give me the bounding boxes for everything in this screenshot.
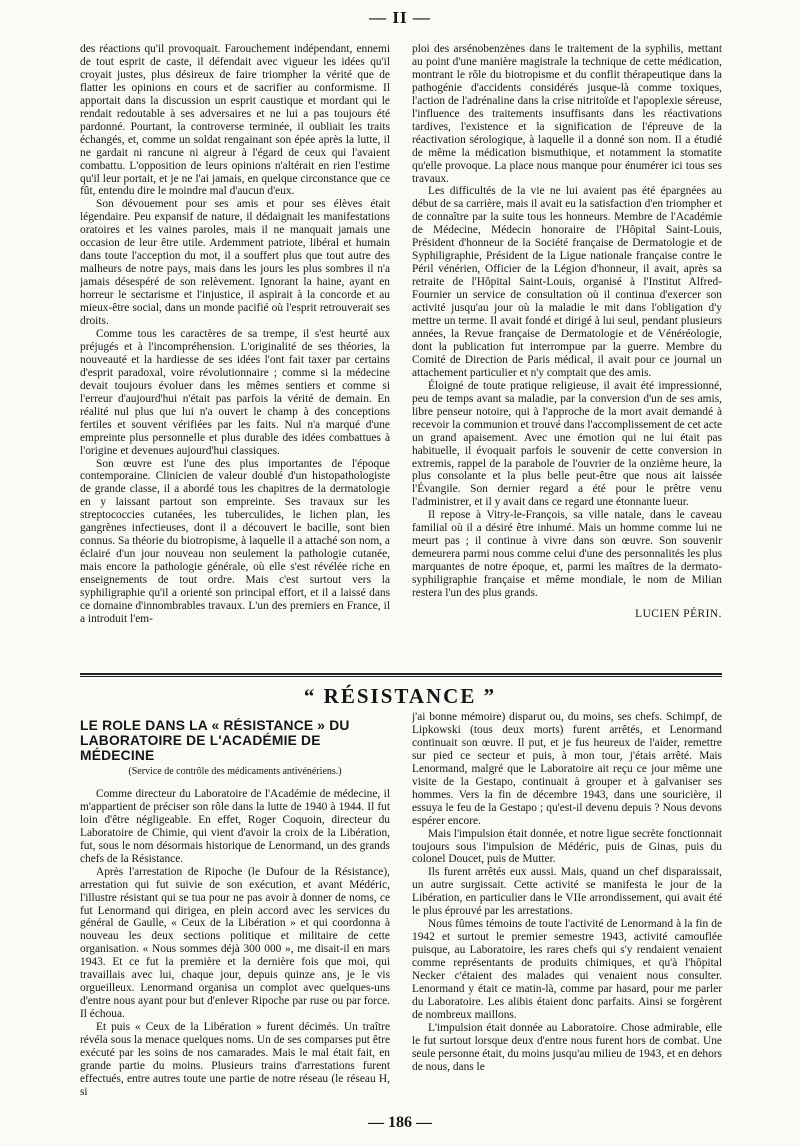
paragraph: Son œuvre est l'une des plus importantes de l'époque contemporaine. Clinicien de valeur doublé d'un histopathologiste de grande classe, il a abordé tous les chapitres de la dermatologie en y laissant partout son empreinte. Ses travaux sur les streptococcies cutanées, les tuberculides, le lichen plan, les gangrènes infectieuses, dont il a découvert le bacille, sont bien connus. Sa théorie du biotropisme, à laquelle il a attaché son nom, a éclairé d'un jour nouveau non seulement la pathologie cutanée, mais encore la pathologie générale, où elle s'est révélée riche en enseignements de tout ordre. Mais c'est surtout vers la syphiligraphie qu'il a orienté son principal effort, et il a laissé dans ce domaine d'innombrables travaux. L'un des premiers en France, il a introduit l'em- (80, 457, 390, 625)
article-subtitle: (Service de contrôle des médicaments antivénériens.) (128, 766, 342, 777)
paragraph: Les difficultés de la vie ne lui avaient pas été épargnées au début de sa carrière, mais il avait eu la satisfaction d'en triompher et de connaître par la suite tous les honneurs. Membre de l'Académie de Médecine, Médecin honoraire de l'Hôpital Saint-Louis, Président d'honneur de la Société française de Dermatologie et de Syphiligraphie, Président de la Ligue nationale française contre le Péril vénérien, Officier de la Légion d'honneur, il avait, après sa retraite de l'Hôpital Saint-Louis, organisé à l'Institut Alfred-Fournier un service de consultation où il continua d'exercer son activité jusqu'au jour où la maladie le mit dans l'obligation d'y mettre un terme. Il avait fondé et dirigé à lui seul, pendant plusieurs années, la Revue française de Dermatologie et de Vénéréologie, dont la publication fut interrompue par la guerre. Membre du Comité de Direction de Paris médical, il avait pour ce journal un attachement particulier et n'y comptait que des amis. (412, 185, 722, 379)
obituary-right-column (412, 43, 722, 667)
section-divider (80, 673, 722, 675)
paragraph: ploi des arsénobenzènes dans le traitement de la syphilis, mettant au point d'une manière magistrale la technique de cette médication, montrant le rôle du biotropisme et du conflit thérapeutique dans la pathogénie d'accidents considérés jusque-là comme toxiques, l'action de l'adrénaline dans la crise nitritoïde et l'apoplexie séreuse, l'influence des traitements insuffisants dans les réactivations tardives, l'existence et la signification de l'épreuve de la réactivation sérologique, à laquelle il a donné son nom. Il a étudié de même la médication bismuthique, et notamment la stomatite qu'elle provoque. La place nous manque pour énumérer ici tous ses travaux. (412, 43, 722, 185)
article-right-column (412, 711, 722, 1098)
running-head: — II — (369, 8, 431, 27)
paragraph: Comme tous les caractères de sa trempe, il s'est heurté aux préjugés et à l'incompréhension. L'originalité de ses théories, la nouveauté et la hardiesse de ses idées l'ont fait taxer par certains d'esprit paradoxal, voire révolutionnaire ; comme si la médecine devait toujours évoluer dans les mêmes sentiers et comme si l'erreur d'aujourd'hui n'était pas parfois la vérité de demain. En réalité nul plus que lui n'a ouvert le champ à des conceptions fertiles et souvent vérifiées par les faits. Nul n'a marqué d'une empreinte plus personnelle et plus durable des idées combattues à l'origine et devenues aujourd'hui classiques. (80, 327, 390, 457)
paragraph: Et puis « Ceux de la Libération » furent décimés. Un traître révéla sous la menace quelques noms. Un de ses comparses put être exécuté par les soins de nos camarades. Mais le mal était fait, en grande partie du moins. Plusieurs trains d'arrestations furent effectués, entre autres toute une partie de notre réseau (le réseau H, si (80, 1021, 390, 1098)
page-number: — 186 — (368, 1114, 432, 1131)
section-divider (80, 676, 722, 677)
paragraph: j'ai bonne mémoire) disparut ou, du moins, ses chefs. Schimpf, de Lipkowski (tous deux morts) furent arrêtés, et Lenormand continuait son œuvre. Il put, et je fus heureux de l'aider, remettre sur pied ce secteur et puis, à mon tour, j'étais arrêté. Mais Lenormand, malgré que le Laboratoire ait reçu ce jour même une visite de la Gestapo, continuait à grouper et à galvaniser ses hommes. Vers la fin de décembre 1943, dans une souricière, il essuya le feu de la Gestapo ; qu'est-il devenu depuis ? Nous devons espérer encore. (412, 711, 722, 827)
paragraph: Mais l'impulsion était donnée, et notre ligue secrète fonctionnait toujours sous l'impulsion de Médéric, puis de Ginas, puis du colonel Doucet, puis de Mutter. (412, 827, 722, 866)
article-title: LE ROLE DANS LA « RÉSISTANCE » DU LABORATOIRE DE L'ACADÉMIE DE MÉDECINE (80, 718, 350, 763)
paragraph: des réactions qu'il provoquait. Farouchement indépendant, ennemi de tout esprit de caste, il défendait avec vigueur les idées qu'il croyait justes, plus désireux de faire triompher la vérité que de flatter les opinions en cours et de sacrifier au conformisme. Il apportait dans la discussion un esprit caustique et mordant qui le rendait redoutable à ses adversaires et ne lui a pas toujours été pardonné. Pourtant, la controverse terminée, il oubliait les traits échangés, et, comme un soldat rengainant son épée après la lutte, il ne gardait ni rancune ni aigreur à l'égard de ceux qui l'avaient combattu. L'opposition de leurs opinions n'altérait en rien l'estime qu'il leur portait, et je ne l'ai jamais, en quelque circonstance que ce fût, entendu dire le moindre mal d'aucun d'eux. (80, 43, 390, 198)
paragraph: L'impulsion était donnée au Laboratoire. Chose admirable, elle le fut surtout lorsque deux d'entre nous furent hors de combat. Une seule personne était, du moins jusqu'au milieu de 1943, et en dehors de nous, dans le (412, 1021, 722, 1073)
paragraph: Après l'arrestation de Ripoche (le Dufour de la Résistance), arrestation qui fut suivie de son exécution, et avant Médéric, l'illustre résistant qui se tua pour ne pas avoir à donner de noms, ce fut Lenormand qui dirigea, en plein accord avec les services du général de Gaulle, « Ceux de la Libération » et qui coordonna à nouveau les deux sections politique et militaire de cette organisation. « Nous sommes déjà 300 000 », me disait-il en mars 1943. Et ce fut la première et la dernière fois que moi, qui travaillais avec lui, chaque jour, depuis quinze ans, je le vis orgueilleux. Lenormand organisa un complot avec quelques-uns d'entre nous ayant pour but d'enlever Ripoche par ruse ou par force. Il échoua. (80, 865, 390, 1021)
paragraph: Il repose à Vitry-le-François, sa ville natale, dans le caveau familial où il a désiré être inhumé. Mais un homme comme lui ne meurt pas ; il continue à vivre dans son œuvre. Son souvenir demeurera parmi nous comme celui d'une des personnalités les plus marquantes de notre époque, et, parmi les maîtres de la dermato-syphiligraphie française et même mondiale, le nom de Milian restera l'un des plus grands. (412, 509, 722, 600)
paragraph: Son dévouement pour ses amis et pour ses élèves était légendaire. Peu expansif de nature, il dédaignait les manifestations oratoires et les vaines paroles, mais il ne manquait jamais une occasion de leur être utile. Ardemment patriote, libéral et humain dans toute l'acception du mot, il a souffert plus que tout autre des malheurs de notre pays, mais dans les jours les plus sombres il n'a jamais désespéré de son relèvement. Ignorant la haine, ayant en horreur le sectarisme et l'injustice, il aspirait à la concorde et au mieux-être social, dans un monde pacifié où l'esprit retrouverait ses droits. (80, 198, 390, 328)
paragraph: Comme directeur du Laboratoire de l'Académie de médecine, il m'appartient de préciser son rôle dans la lutte de 1940 à 1944. Il fut loin d'être négligeable. En effet, Roger Coquoin, directeur du Laboratoire de Chimie, qui vient d'avoir la croix de la Libération, fut, sous le nom désormais historique de Lenormand, un des grands chefs de la Résistance. (80, 787, 390, 865)
obituary-left-column (80, 43, 390, 667)
paragraph: Nous fûmes témoins de toute l'activité de Lenormand à la fin de 1942 et surtout le premier semestre 1943, activité camouflée puisque, au Laboratoire, les rares chefs qui s'y rendaient venaient comme représentants de produits chimiques, et qu'à l'hôpital Necker c'étaient des malades qui venaient nous consulter. Lenormand y était ce matin-là, comme par hasard, pour me parler du Laboratoire. Les alibis étaient donc parfaits. Ainsi se forgèrent de nombreux maillons. (412, 918, 722, 1021)
article-left-column (80, 718, 390, 1098)
section-title: “ RÉSISTANCE ” (303, 684, 497, 708)
paragraph: Ils furent arrêtés eux aussi. Mais, quand un chef disparaissait, un autre surgissait. Cette activité se manifesta le jour de la Libération, en particulier dans le VIIe arrondissement, qui avait été le plus éprouvé par les arrestations. (412, 866, 722, 918)
author-signature: LUCIEN PÉRIN. (635, 607, 722, 620)
paragraph: Éloigné de toute pratique religieuse, il avait été impressionné, peu de temps avant sa maladie, par la conversion d'un de ses amis, libre penseur notoire, qui à l'approche de la mort avait demandé à recevoir la communion et trouvé dans l'accomplissement de cet acte un grand apaisement. Avec une émotion qui ne lui était pas habituelle, il évoquait parfois le souvenir de cette conversion in extremis, rappel de la parabole de l'ouvrier de la onzième heure, la plus consolante et la plus belle peut-être que nous ait laissée l'Évangile. Son dernier regard a été pour le prêtre venu l'administrer, et il y avait dans ce regard une étonnante lueur. (412, 379, 722, 509)
